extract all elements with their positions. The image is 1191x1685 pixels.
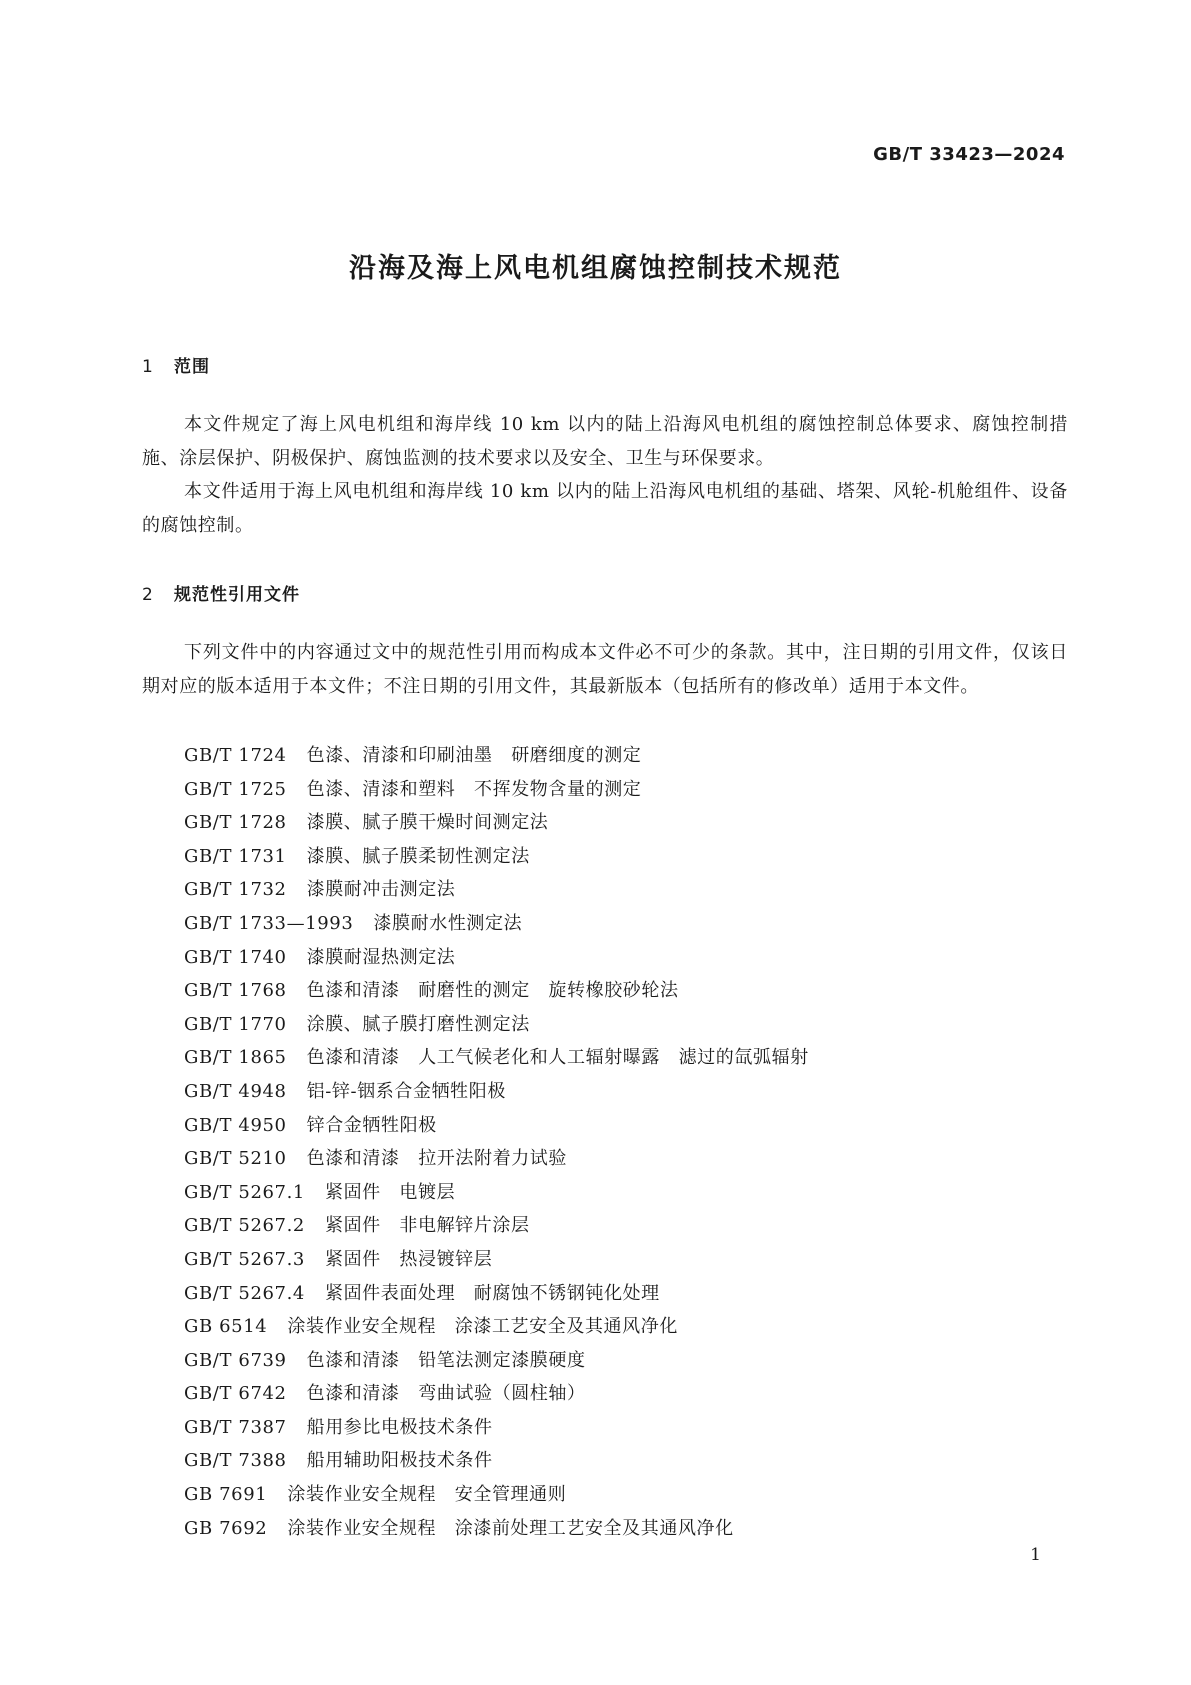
reference-item xyxy=(184,873,809,907)
section-2-title: 规范性引用文件 xyxy=(174,585,300,605)
reference-title: 漆膜、腻子膜干燥时间测定法 xyxy=(306,812,549,834)
reference-title: 色漆和清漆 耐磨性的测定 旋转橡胶砂轮法 xyxy=(306,980,679,1002)
reference-item xyxy=(184,1478,809,1512)
reference-code: GB/T 5267.1 xyxy=(184,1181,305,1203)
reference-code: GB/T 1724 xyxy=(184,745,287,766)
reference-title: 色漆和清漆 拉开法附着力试验 xyxy=(306,1148,568,1170)
reference-item xyxy=(184,1176,809,1210)
reference-code: GB/T 1733—1993 xyxy=(184,912,354,934)
section-1-title: 范围 xyxy=(174,357,210,377)
reference-item xyxy=(184,1243,809,1277)
reference-code: GB/T 5210 xyxy=(184,1148,287,1170)
standard-code: GB/T 33423—2024 xyxy=(873,144,1065,165)
reference-title: 紧固件 电镀层 xyxy=(324,1181,456,1203)
scope-paragraph-1: 本文件规定了海上风电机组和海岸线 10 km 以内的陆上沿海风电机组的腐蚀控制总体要求、腐蚀控制措施、涂层保护、阴极保护、腐蚀监测的技术要求以及安全、卫生与环保要求。 xyxy=(142,414,1068,469)
reference-item xyxy=(184,974,809,1008)
reference-item xyxy=(184,1377,809,1411)
reference-title: 船用辅助阳极技术条件 xyxy=(306,1450,493,1472)
reference-code: GB 7692 xyxy=(184,1517,268,1539)
scope-paragraph-2: 本文件适用于海上风电机组和海岸线 10 km 以内的陆上沿海风电机组的基础、塔架、风轮-机舱组件、设备的腐蚀控制。 xyxy=(142,481,1068,536)
reference-title: 漆膜耐冲击测定法 xyxy=(306,879,456,901)
reference-title: 涂膜、腻子膜打磨性测定法 xyxy=(306,1013,530,1035)
reference-code: GB/T 6739 xyxy=(184,1349,287,1371)
reference-item xyxy=(184,1041,809,1075)
reference-code: GB/T 5267.2 xyxy=(184,1215,305,1237)
reference-title: 漆膜耐湿热测定法 xyxy=(306,946,456,968)
reference-title: 色漆和清漆 人工气候老化和人工辐射曝露 滤过的氙弧辐射 xyxy=(306,1047,809,1069)
reference-item xyxy=(184,941,809,975)
reference-item xyxy=(184,1444,809,1478)
reference-code: GB/T 1770 xyxy=(184,1013,287,1035)
section-2-number: 2 xyxy=(142,585,154,605)
reference-title: 漆膜耐水性测定法 xyxy=(373,912,523,934)
reference-title: 紧固件表面处理 耐腐蚀不锈钢钝化处理 xyxy=(324,1282,660,1304)
reference-title: 涂装作业安全规程 涂漆工艺安全及其通风净化 xyxy=(287,1316,678,1338)
reference-code: GB/T 4948 xyxy=(184,1080,287,1102)
reference-title: 色漆和清漆 铅笔法测定漆膜硬度 xyxy=(306,1349,586,1371)
reference-item xyxy=(184,1008,809,1042)
reference-title: 色漆和清漆 弯曲试验（圆柱轴） xyxy=(306,1383,586,1405)
normative-references-list xyxy=(184,739,809,1545)
reference-code: GB/T 1740 xyxy=(184,946,287,968)
reference-code: GB/T 1725 xyxy=(184,778,287,800)
reference-title: 锌合金牺牲阳极 xyxy=(306,1114,437,1136)
reference-code: GB 7691 xyxy=(184,1484,268,1506)
document-title: 沿海及海上风电机组腐蚀控制技术规范 xyxy=(349,253,842,284)
reference-item xyxy=(184,1109,809,1143)
reference-code: GB/T 5267.3 xyxy=(184,1248,305,1270)
reference-title: 紧固件 非电解锌片涂层 xyxy=(324,1215,530,1237)
reference-title: 船用参比电极技术条件 xyxy=(306,1416,493,1438)
reference-code: GB/T 5267.4 xyxy=(184,1282,305,1304)
reference-code: GB 6514 xyxy=(184,1316,268,1338)
reference-item xyxy=(184,1075,809,1109)
reference-item xyxy=(184,773,809,807)
reference-item xyxy=(184,1277,809,1311)
reference-item xyxy=(184,907,809,941)
reference-code: GB/T 7388 xyxy=(184,1450,287,1472)
reference-title: 涂装作业安全规程 安全管理通则 xyxy=(287,1484,567,1506)
reference-item xyxy=(184,1310,809,1344)
reference-code: GB/T 1731 xyxy=(184,845,287,867)
reference-item xyxy=(184,739,809,773)
reference-item xyxy=(184,1411,809,1445)
section-1-heading xyxy=(142,352,210,377)
reference-title: 紧固件 热浸镀锌层 xyxy=(324,1248,493,1270)
reference-title: 漆膜、腻子膜柔韧性测定法 xyxy=(306,845,530,867)
reference-item xyxy=(184,1512,809,1546)
reference-title: 铝-锌-铟系合金牺牲阳极 xyxy=(306,1080,506,1102)
reference-title: 色漆、清漆和印刷油墨 研磨细度的测定 xyxy=(306,745,642,766)
reference-item xyxy=(184,806,809,840)
reference-code: GB/T 1768 xyxy=(184,980,287,1002)
references-intro-paragraph: 下列文件中的内容通过文中的规范性引用而构成本文件必不可少的条款。其中，注日期的引用文件，仅该日期对应的版本适用于本文件；不注日期的引用文件，其最新版本（包括所有的修改单）适用于本文件。 xyxy=(142,642,1068,697)
reference-code: GB/T 1728 xyxy=(184,812,287,834)
reference-code: GB/T 1865 xyxy=(184,1047,287,1069)
reference-title: 色漆、清漆和塑料 不挥发物含量的测定 xyxy=(306,778,642,800)
reference-code: GB/T 4950 xyxy=(184,1114,287,1136)
section-2-heading xyxy=(142,580,300,605)
reference-code: GB/T 7387 xyxy=(184,1416,287,1438)
reference-title: 涂装作业安全规程 涂漆前处理工艺安全及其通风净化 xyxy=(287,1517,734,1539)
reference-item xyxy=(184,1142,809,1176)
section-1-number: 1 xyxy=(142,357,154,377)
reference-item xyxy=(184,840,809,874)
reference-code: GB/T 6742 xyxy=(184,1383,287,1405)
reference-item xyxy=(184,1344,809,1378)
page-number: 1 xyxy=(1030,1545,1041,1565)
reference-item xyxy=(184,1209,809,1243)
reference-code: GB/T 1732 xyxy=(184,879,287,901)
